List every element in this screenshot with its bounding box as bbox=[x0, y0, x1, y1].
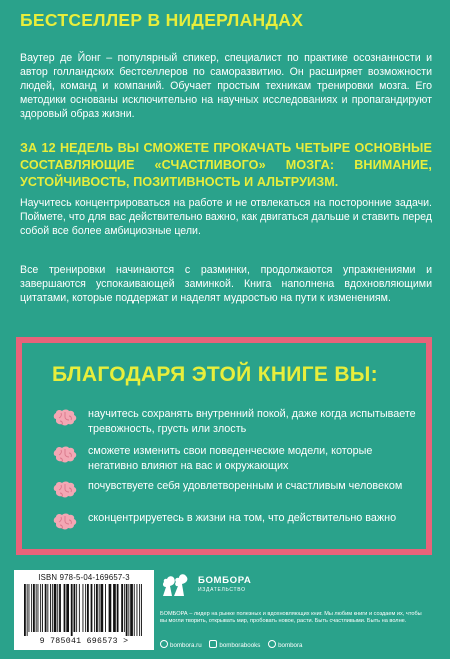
benefit-item bbox=[52, 479, 412, 513]
vk-icon bbox=[209, 640, 217, 648]
publisher-tagline: БОМБОРА – лидер на рынке полезных и вдохновляющих книг. Мы любим книги и создаем их, чтобы вы могли творить, открывать мир, пробовать новое, расти. Быть счастливыми. Быть на волне. bbox=[160, 611, 422, 625]
benefit-text: научитесь сохранять внутренний покой, даже когда испытываете тревожность, грусть или злость bbox=[88, 408, 416, 435]
benefits-title: БЛАГОДАРЯ ЭТОЙ КНИГЕ ВЫ: bbox=[52, 363, 378, 386]
focus-paragraph: Научитесь концентрироваться на работе и не отвлекаться на посторонние задачи. Поймете, что для вас действительно важно, как двигаться дальше и ставить перед собой все более амбициозные цели. bbox=[20, 197, 432, 237]
publisher-imprint: ИЗДАТЕЛЬСТВО bbox=[198, 587, 246, 593]
author-paragraph: Ваутер де Йонг – популярный спикер, специалист по практике осознанности и автор голландских бестселлеров по саморазвитию. Он расширяет возможности людей, команд и компаний. Обучает простым техникам тренировки мозга. Его методики основаны исключительно на научных исследованиях и пропагандируют здоровый образ жизни. bbox=[20, 52, 432, 120]
benefit-text: сконцентрируетесь в жизни на том, что действительно важно bbox=[88, 512, 397, 524]
benefits-box bbox=[16, 337, 432, 555]
benefit-text: почувствуете себя удовлетворенным и счастливым человеком bbox=[88, 480, 403, 492]
structure-paragraph: Все тренировки начинаются с разминки, продолжаются упражнениями и завершаются успокаивающей заминкой. Книга наполнена вдохновляющими цитатами, которые поддержат и наделят мудростью на пути к изменениям. bbox=[20, 264, 432, 304]
website-text: bombora.ru bbox=[170, 642, 202, 649]
isbn-label: ISBN 978-5-04-169657-3 bbox=[38, 573, 130, 582]
publisher-name: БОМБОРА bbox=[198, 575, 252, 586]
telegram-icon bbox=[268, 640, 276, 648]
barcode-panel bbox=[14, 570, 154, 650]
benefit-item bbox=[52, 511, 412, 545]
website-link[interactable] bbox=[160, 640, 202, 649]
vk-text: bomborabooks bbox=[219, 642, 261, 649]
brain-icon bbox=[52, 409, 78, 429]
brain-icon bbox=[52, 446, 78, 466]
heading: БЕСТСЕЛЛЕР В НИДЕРЛАНДАХ bbox=[20, 10, 304, 30]
promise-paragraph: ЗА 12 НЕДЕЛЬ ВЫ СМОЖЕТЕ ПРОКАЧАТЬ ЧЕТЫРЕ ОСНОВНЫЕ СОСТАВЛЯЮЩИЕ «СЧАСТЛИВОГО» МОЗГА: ВНИМАНИЕ, УСТОЙЧИВОСТЬ, ПОЗИТИВНОСТЬ И АЛЬТРУИЗМ. bbox=[20, 141, 432, 189]
benefit-item bbox=[52, 444, 412, 478]
benefit-text: сможете изменить свои поведенческие модели, которые негативно влияют на вас и окружающих bbox=[88, 445, 373, 472]
globe-icon bbox=[160, 640, 168, 648]
telegram-text: bombora bbox=[278, 642, 303, 649]
brain-icon bbox=[52, 513, 78, 533]
social-links bbox=[160, 640, 440, 649]
vk-link[interactable] bbox=[209, 640, 260, 649]
brain-icon bbox=[52, 481, 78, 501]
barcode bbox=[22, 584, 146, 636]
ean-number: 9 785041 696573 > bbox=[39, 637, 129, 646]
bombora-logo-icon bbox=[160, 570, 200, 600]
benefit-item bbox=[52, 407, 416, 441]
telegram-link[interactable] bbox=[268, 640, 302, 649]
